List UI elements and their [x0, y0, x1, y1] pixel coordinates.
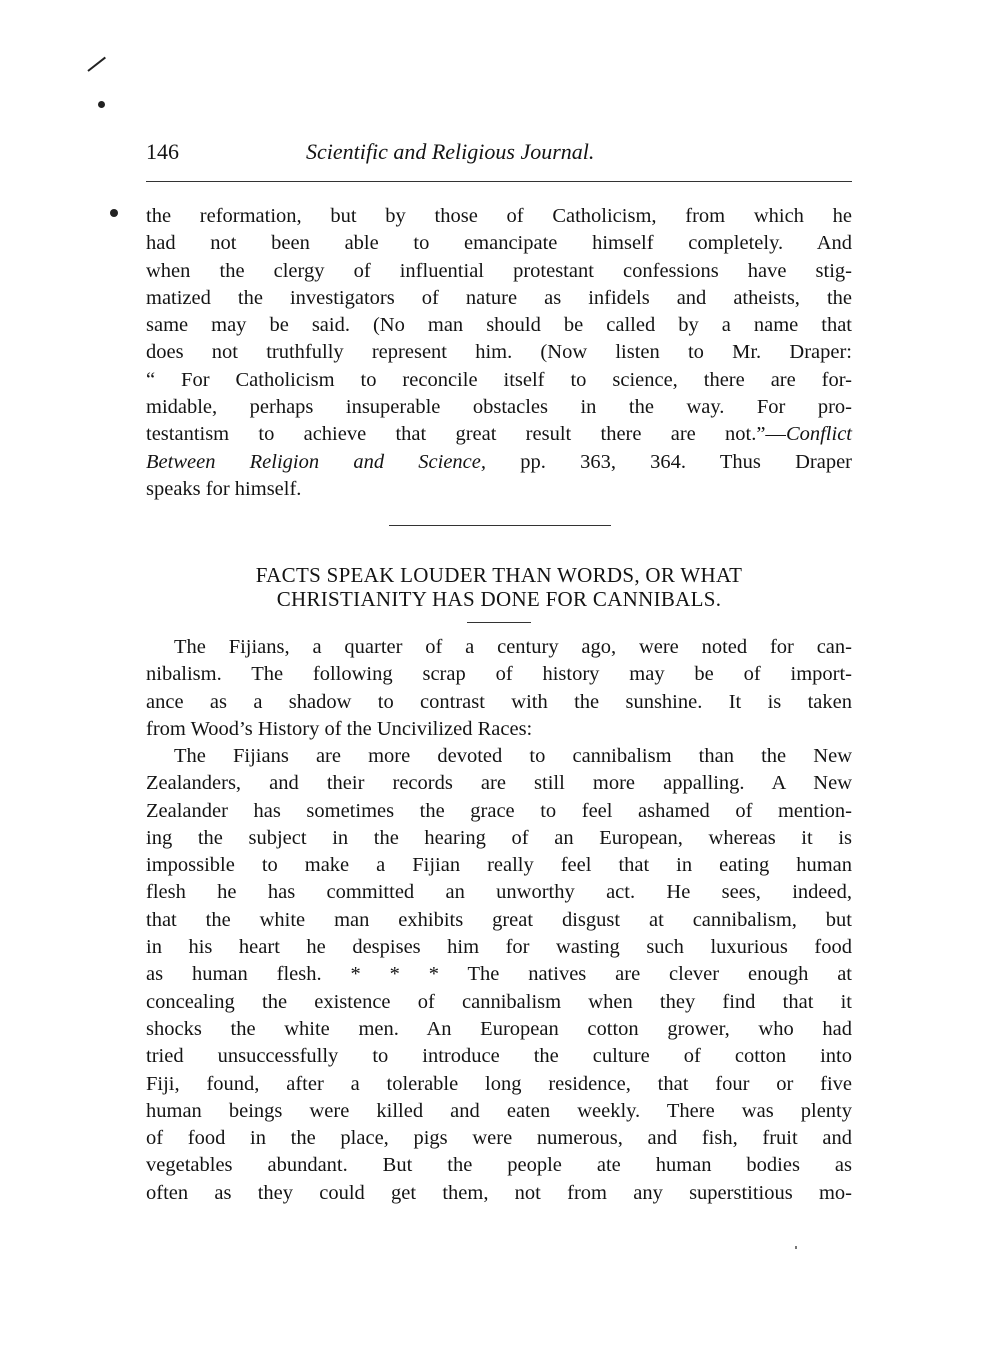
- citation-title-italic: Between Religion and Science,: [146, 450, 487, 473]
- text-line: “ For Catholicism to reconcile itself to science, there are for-: [146, 368, 852, 391]
- page-number: 146: [146, 139, 179, 164]
- text-line: ance as a shadow to contrast with the sunshine. It is taken: [146, 690, 852, 713]
- text-line: Fiji, found, after a tolerable long residence, that four or five: [146, 1072, 852, 1095]
- text-line: Zealander has sometimes the grace to feel ashamed of mention-: [146, 799, 852, 822]
- text-line: tried unsuccessfully to introduce the culture of cotton into: [146, 1045, 852, 1068]
- text-line: The Fijians, a quarter of a century ago, were noted for can-: [174, 636, 852, 658]
- text-line: concealing the existence of cannibalism when they find that it: [146, 990, 852, 1013]
- article-title-line: CHRISTIANITY HAS DONE FOR CANNIBALS.: [276, 587, 722, 611]
- margin-slash-mark: [87, 57, 106, 72]
- text-line: had not been able to emancipate himself completely. And: [146, 232, 852, 255]
- text-fragment: pp. 363, 364. Thus Draper: [486, 450, 852, 473]
- text-line: nibalism. The following scrap of history may be of import-: [146, 663, 852, 686]
- text-line: flesh he has committed an unworthy act. He sees, indeed,: [146, 881, 852, 904]
- section-divider: [389, 525, 611, 526]
- article-title: [146, 563, 852, 611]
- article-quote-paragraph: [146, 743, 852, 1207]
- text-line: matized the investigators of nature as infidels and atheists, the: [146, 286, 852, 309]
- text-line: human beings were killed and eaten weekly. There was plenty: [146, 1099, 852, 1122]
- article-intro-paragraph: [146, 634, 852, 743]
- title-divider: [467, 622, 531, 623]
- text-line: speaks for himself.: [146, 477, 302, 500]
- text-line: as human flesh. * * * The natives are clever enough at: [146, 963, 852, 986]
- margin-dot-mark: [98, 101, 105, 108]
- citation-italic: Conflict: [785, 423, 852, 446]
- text-line: when the clergy of influential protestant confessions have stig-: [146, 259, 852, 282]
- scan-speck: [795, 1246, 797, 1249]
- text-line: of food in the place, pigs were numerous, and fish, fruit and: [146, 1127, 852, 1150]
- text-fragment: testantism to achieve that great result there are not.”—: [146, 423, 786, 446]
- text-line: The Fijians are more devoted to cannibalism than the New: [174, 745, 852, 767]
- text-line: in his heart he despises him for wasting such luxurious food: [146, 936, 852, 959]
- text-line: from Wood’s History of the Uncivilized Races:: [146, 717, 533, 740]
- text-line-with-citation: [146, 421, 852, 448]
- text-line: vegetables abundant. But the people ate human bodies as: [146, 1154, 852, 1177]
- article-title-line: FACTS SPEAK LOUDER THAN WORDS, OR WHAT: [255, 563, 743, 587]
- paragraph-continued: [146, 203, 852, 503]
- margin-bullet-mark: [110, 209, 118, 217]
- text-line: does not truthfully represent him. (Now listen to Mr. Draper:: [146, 341, 852, 364]
- text-line: impossible to make a Fijian really feel that in eating human: [146, 854, 852, 877]
- text-line: that the white man exhibits great disgust at cannibalism, but: [146, 908, 852, 931]
- text-line: ing the subject in the hearing of an European, whereas it is: [146, 826, 852, 849]
- text-line: shocks the white men. An European cotton grower, who had: [146, 1017, 852, 1040]
- text-line: Zealanders, and their records are still more appalling. A New: [146, 772, 852, 795]
- page-header: [146, 138, 850, 168]
- text-line-with-citation: [146, 449, 852, 476]
- running-title: Scientific and Religious Journal.: [306, 139, 595, 164]
- text-line: midable, perhaps insuperable obstacles in the way. For pro-: [146, 396, 852, 419]
- text-line: same may be said. (No man should be called by a name that: [146, 314, 852, 337]
- header-rule: [146, 181, 852, 182]
- text-line: often as they could get them, not from any superstitious mo-: [146, 1181, 852, 1204]
- text-line: the reformation, but by those of Catholicism, from which he: [146, 205, 852, 227]
